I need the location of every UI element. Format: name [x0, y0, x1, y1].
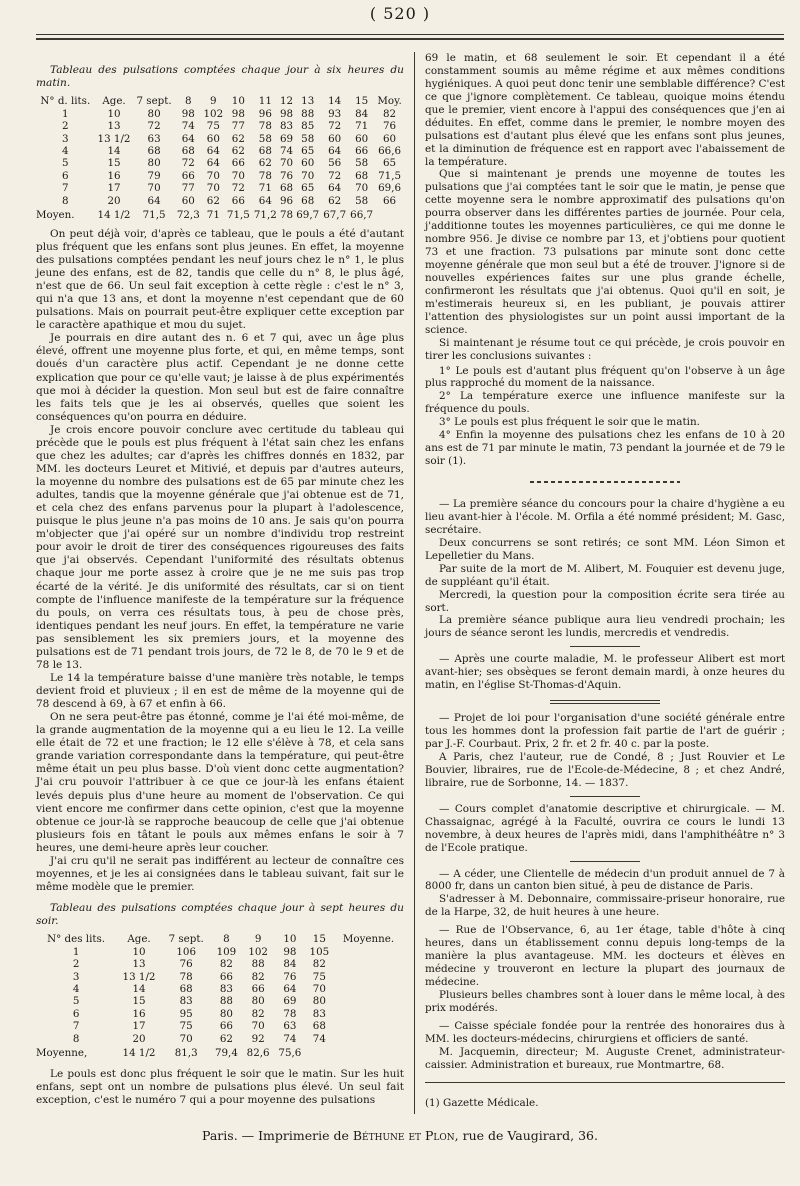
table2-cell: 8 [72, 1032, 80, 1045]
table2-header-cell: 10 [283, 933, 297, 946]
table2-cell: 1 [72, 945, 80, 958]
table1-cell: 68 [355, 169, 369, 182]
announcement [425, 803, 785, 855]
table1-average-empty [375, 207, 404, 221]
table1-cell: 80 [147, 107, 161, 120]
table2-header-cell: N° des lits. [47, 933, 106, 946]
footnote: (1) Gazette Médicale. [425, 1096, 539, 1109]
table1-cell: 13 [107, 120, 121, 133]
table1-header-cell: 13 [301, 95, 315, 108]
table1-cell: 79 [147, 169, 161, 182]
table2-cell: 16 [132, 1007, 146, 1020]
table2-header-cell: 15 [312, 933, 326, 946]
table1-cell: 4 [62, 145, 69, 157]
table1-cell: 66 [383, 194, 397, 207]
table1-cell: 83 [279, 120, 294, 133]
table2-row [36, 958, 404, 970]
table1-cell: 96 [279, 194, 294, 207]
table2-empty-cell [333, 971, 404, 983]
table1-average-cell: 67,7 [323, 209, 347, 222]
table1-cell: 58 [258, 132, 272, 145]
table1-cell: 70 [206, 182, 220, 195]
body-paragraph: Je pourrais en dire autant des n. 6 et 7 qui, avec un âge plus élevé, offrent une moyenne plus forte, et qui, en même temps, sont doués d'un caractère plus actif. Cependant je ne donne cette explication que pour ce qu'elle vaut; je laisse à de plus expérimentés que moi à décider la question. Mon seul but est de faire connaître les faits tels que je les ai observés, quelles que soient les conséquences qu'on pourra en déduire. [36, 332, 404, 423]
table1-cell: 60 [181, 194, 195, 207]
table1-header-row [36, 95, 404, 107]
table1-average-cell: 72,3 [176, 209, 200, 222]
table2-header-row [36, 933, 404, 945]
table2-cell: 62 [219, 1032, 233, 1045]
table2-cell: 84 [283, 958, 297, 971]
ornament-rule [530, 478, 680, 486]
table2-cell: 109 [216, 945, 237, 958]
table1-cell: 64 [147, 194, 161, 207]
table2-cell: 95 [179, 1007, 193, 1020]
table2-average-cell: 81,3 [174, 1047, 198, 1060]
table2-average-label: Moyenne, [36, 1047, 88, 1060]
table1-cell: 1 [62, 107, 69, 120]
announcement-paragraph: — A céder, une Clientelle de médecin d'un produit annuel de 7 à 8000 fr, dans un canton bien situé, à peu de distance de Paris. [425, 867, 785, 893]
table2-average-cell: 75,6 [278, 1047, 302, 1060]
table2-average-age: 14 1/2 [122, 1047, 156, 1060]
table1-cell: 64 [181, 132, 195, 145]
table2-cell: 7 [72, 1020, 80, 1033]
table1-cell: 68 [279, 182, 294, 195]
table2-cell: 17 [132, 1020, 146, 1033]
table1-cell: 62 [231, 145, 245, 157]
table2-cell: 10 [132, 945, 146, 958]
table1-cell: 82 [383, 107, 397, 120]
table1-cell: 60 [383, 132, 397, 145]
table1-header-cell: Age. [102, 95, 126, 108]
table2-row [36, 946, 404, 958]
table2-cell: 105 [309, 945, 330, 958]
table2-empty-cell [333, 1033, 404, 1045]
table1-cell: 98 [231, 107, 245, 120]
body-paragraph: Je crois encore pouvoir conclure avec certitude du tableau qui précède que le pouls est plus fréquent à l'état sain chez les enfans que chez les adultes; car d'après les chiffres donnés en 1832, par MM. les docteurs Leuret et Mitivié, et depuis par d'autres auteurs, la moyenne du nombre des pulsations est de 65 par minute chez les adultes, tandis que la moyenne générale que j'ai obtenue est de 71, et cela chez des enfans parvenus pour la plupart à l'adolescence, puisque le plus jeune n'a pas moins de 10 ans. Je sais qu'on pourra m'objecter que j'ai opéré sur un nombre d'individu trop restreint pour avoir le droit de tirer des conséquences rigoureuses des faits que j'ai observés. Cependant l'uniformité des résultats obtenus chaque jour me porte assez à croire que je ne me suis pas trop écarté de la vérité. Je dis uniformité des résultats, car si on tient compte de l'influence manifeste de la température sur la fréquence du pouls, on verra ces résultats tous, à peu de chose près, identiques pendant les neuf jours. En effet, la température ne varie pas sensiblement les six premiers jours, et la moyenne des pulsations est de 71 pendant trois jours, de 72 le 8, de 70 le 9 et de 78 le 13. [36, 423, 404, 671]
table2-cell: 74 [312, 1032, 326, 1045]
top-rule-thick [36, 38, 784, 40]
table2-cell: 64 [283, 983, 297, 995]
table2-cell: 4 [72, 983, 80, 995]
table2-cell: 63 [283, 1020, 297, 1033]
table2-cell: 2 [72, 958, 80, 971]
table1-cell: 69 [279, 132, 294, 145]
announcement [425, 924, 785, 1015]
table1-cell: 70 [355, 182, 369, 195]
table1-cell: 60 [328, 132, 342, 145]
table1-cell: 98 [181, 107, 195, 120]
announcement [425, 498, 785, 640]
table1-cell: 70 [147, 182, 161, 195]
table1-cell: 14 [107, 145, 121, 157]
table1-cell: 70 [231, 169, 245, 182]
table2-cell: 106 [176, 945, 196, 958]
table2-cell: 83 [179, 995, 193, 1008]
body-paragraph: Si maintenant je résume tout ce qui précède, je crois pouvoir en tirer les conclusions suivantes : [425, 336, 785, 362]
table1-cell: 7 [62, 182, 69, 195]
table2-average-cell [306, 1045, 333, 1059]
table1-cell: 84 [355, 107, 369, 120]
table1-cell: 68 [147, 145, 161, 157]
table1-cell: 13 1/2 [97, 132, 131, 145]
announcement-paragraph: Plusieurs belles chambres sont à louer dans le même local, à des prix modérés. [425, 988, 785, 1014]
announcement-paragraph: — Cours complet d'anatomie descriptive et chirurgicale. — M. Chassaignac, agrégé à la Faculté, ouvrira ce cours le lundi 13 novembre, à deux heures de l'après midi, dans l'amphithéâtre n° 3 de l'Ecole pratique. [425, 802, 785, 854]
announcement-paragraph: — Après une courte maladie, M. le professeur Alibert est mort avant-hier; ses obsèques se feront demain mardi, à onze heures du matin, en l'église St-Thomas-d'Aquin. [425, 653, 785, 692]
table1-cell: 2 [62, 120, 69, 133]
table1-cell: 6 [62, 169, 69, 182]
table1-header-cell: 15 [355, 95, 369, 108]
conclusion-item: 2° La température exerce une influence manifeste sur la fréquence du pouls. [425, 390, 785, 416]
table1-average-cell: 71,5 [142, 209, 166, 222]
table1-cell: 15 [107, 157, 121, 170]
table1-cell: 66 [231, 157, 245, 170]
table1-cell: 60 [206, 132, 220, 145]
separator-rule [570, 796, 640, 797]
table1-average-cell: 78 [279, 209, 294, 222]
table1-cell: 62 [328, 194, 342, 207]
table2-cell: 98 [283, 945, 297, 958]
table2-cell: 82 [219, 958, 233, 971]
table1-cell: 96 [258, 107, 272, 120]
table1-average-cell: 69,7 [296, 209, 320, 222]
table2-cell: 75 [179, 1020, 193, 1033]
table1-cell: 70 [279, 157, 294, 170]
footnote-rule [425, 1082, 785, 1083]
double-separator-rule [550, 700, 660, 704]
announcement-paragraph: — Rue de l'Observance, 6, au 1er étage, table d'hôte à cinq heures, dans un établissement connu depuis long-temps de la manière la plus avantageuse. MM. les docteurs et élèves en médecine y trouveront en lecture la plupart des journaux de médecine. [425, 924, 785, 988]
body-paragraph: On peut déjà voir, d'après ce tableau, que le pouls a été d'autant plus fréquent que les enfans sont plus jeunes. En effet, la moyenne des pulsations comptées pendant les neuf jours chez le n° 1, le plus jeune des enfans, est de 82, tandis que celle du n° 8, le plus âgé, n'est que de 66. Un seul fait exception à cette règle : c'est le n° 3, qui n'a que 13 ans, et dont la moyenne n'est cependant que de 60 pulsations. Mais on pourrait peut-être expliquer cette exception par le caractère apathique et mou du sujet. [36, 227, 404, 332]
table1-average-cell: 66,7 [350, 209, 374, 222]
table2-cell: 13 [132, 958, 146, 971]
table2-average-row [36, 1045, 404, 1059]
announcement-paragraph: — Projet de loi pour l'organisation d'une société générale entre tous les hommes dont la profession fait partie de l'art de guérir ; par J.-F. Courbaut. Prix, 2 fr. et 2 fr. 40 c. par la poste. [425, 712, 785, 750]
table1-cell: 80 [147, 157, 161, 170]
table1-cell: 68 [301, 194, 315, 207]
table2-header-cell: Moyenne. [342, 933, 395, 946]
table1-cell: 66 [231, 194, 245, 207]
table2-average-empty [333, 1045, 404, 1059]
table2-header-cell: 9 [254, 933, 262, 946]
table2-cell: 78 [283, 1007, 297, 1020]
table2-cell: 82 [251, 970, 265, 983]
table2-cell: 14 [132, 983, 146, 995]
table1-row [36, 120, 404, 132]
table2-row [36, 995, 404, 1007]
announcement [425, 868, 785, 920]
table2-row [36, 983, 404, 995]
table1-header-cell: N° d. lits. [40, 95, 91, 108]
table2-header-cell: Age. [127, 933, 151, 946]
table1-cell: 58 [355, 157, 369, 170]
table2-cell: 70 [312, 983, 326, 995]
announcement-paragraph: A Paris, chez l'auteur, rue de Condé, 8 ; Just Rouvier et Le Bouvier, libraires, rue de l'Ecole-de-Médecine, 8 ; et chez André, libraire, rue de Sorbonne, 14. — 1837. [425, 750, 785, 789]
table1-cell: 60 [355, 132, 369, 145]
separator-rule [570, 646, 640, 647]
table1-caption: Tableau des pulsations comptées chaque jour à six heures du matin. [36, 64, 404, 90]
conclusions-list [425, 365, 785, 469]
table2-cell: 82 [312, 958, 326, 971]
body-paragraph: J'ai cru qu'il ne serait pas indifférent au lecteur de connaître ces moyennes, et je les ai consignées dans le tableau suivant, fait sur le même modèle que le premier. [36, 854, 404, 893]
announcement-paragraph: Mercredi, la question pour la composition écrite sera tirée au sort. [425, 588, 785, 614]
table1-cell: 98 [279, 107, 294, 120]
table1-cell: 69,6 [378, 182, 402, 195]
table1-cell: 16 [107, 169, 121, 182]
table1-cell: 3 [62, 132, 69, 145]
table2-cell: 76 [283, 970, 297, 983]
table2-cell: 75 [312, 970, 326, 983]
table1-cell: 78 [258, 169, 272, 182]
table2-cell: 5 [72, 995, 80, 1008]
right-column [425, 52, 785, 1110]
table2-header-cell: 8 [223, 933, 230, 946]
announcement-paragraph: — La première séance du concours pour la chaire d'hygiène a eu lieu avant-hier à l'école. M. Orfila a été nommé président; M. Gasc, secrétaire. [425, 498, 785, 536]
table1-cell: 65 [301, 182, 315, 195]
table1-cell: 63 [147, 132, 161, 145]
table2-empty-cell [333, 983, 404, 995]
table2-row [36, 971, 404, 983]
table1-cell: 5 [62, 157, 69, 170]
table1-cell: 70 [301, 169, 315, 182]
table2-cell: 76 [179, 958, 193, 971]
table1-cell: 65 [383, 157, 397, 170]
left-column [36, 64, 404, 1107]
table1-cell: 64 [258, 194, 272, 207]
table1-row [36, 195, 404, 207]
table1-cell: 71,5 [378, 169, 402, 182]
announcement-paragraph: Par suite de la mort de M. Alibert, M. Fouquier est devenu juge, de suppléant qu'il était. [425, 562, 785, 588]
table2-cell: 70 [179, 1032, 193, 1045]
table2-cell: 78 [179, 970, 193, 983]
table2-cell: 88 [219, 995, 233, 1008]
table2-cell: 66 [219, 1020, 233, 1033]
table2-cell: 92 [251, 1032, 265, 1045]
table2-caption: Tableau des pulsations comptées chaque jour à sept heures du soir. [36, 902, 404, 928]
table1-cell: 8 [62, 194, 69, 207]
table1-header-cell: 7 sept. [136, 95, 172, 108]
table2-cell: 66 [219, 970, 233, 983]
table1-average-cell: 71,5 [226, 209, 250, 222]
table1-cell: 64 [328, 145, 342, 157]
table1-cell: 74 [181, 120, 195, 133]
table1-row [36, 133, 404, 145]
table1-header-cell: 12 [279, 95, 294, 108]
table1-row [36, 170, 404, 182]
table1-cell: 58 [301, 132, 315, 145]
table2 [36, 933, 404, 1060]
column-divider [414, 52, 415, 1114]
table1-cell: 72 [328, 120, 342, 133]
table1-cell: 102 [203, 107, 224, 120]
table1-cell: 72 [231, 182, 245, 195]
table2-cell: 83 [312, 1007, 326, 1020]
announcement [425, 653, 785, 692]
announcement-paragraph: — Caisse spéciale fondée pour la rentrée des honoraires dus à MM. les docteurs-médecins, chirurgiens et officiers de santé. [425, 1019, 785, 1045]
table1-cell: 72 [181, 157, 195, 170]
table1-cell: 64 [206, 145, 220, 157]
table2-cell: 102 [248, 945, 268, 958]
table1-cell: 71 [258, 182, 272, 195]
table1-average-label: Moyen. [36, 209, 75, 222]
table1-cell: 64 [328, 182, 342, 195]
table1-cell: 56 [328, 157, 342, 170]
body-paragraph: On ne sera peut-être pas étonné, comme je l'ai été moi-même, de la grande augmentation de la moyenne qui a eu lieu le 12. La veille elle était de 72 et une fraction; le 12 elle s'élève à 78, et cela sans grande variation correspondante dans la température, qui peut-être même était un peu plus basse. D'où vient donc cette augmentation? J'ai cru pouvoir l'attribuer à ce que ce jour-là les enfans étaient levés depuis plus d'une heure au moment de l'observation. Ce qui vient encore me confirmer dans cette opinion, c'est que la moyenne obtenue ce jour-là se rapproche beaucoup de celle que j'ai obtenue plusieurs fois en tâtant le pouls aux mêmes enfans le soir à 7 heures, une demi-heure après leur coucher. [36, 711, 404, 854]
table1 [36, 95, 404, 222]
table1-header-cell: 8 [185, 95, 192, 108]
table1-cell: 88 [301, 107, 315, 120]
table1-cell: 62 [231, 132, 245, 145]
table2-row [36, 1033, 404, 1045]
separator-rule [570, 861, 640, 862]
table1-cell: 71 [355, 120, 369, 133]
table1-header-cell: 14 [328, 95, 342, 108]
table1-average-row [36, 207, 404, 221]
table2-cell: 80 [219, 1007, 233, 1020]
table1-cell: 76 [383, 120, 397, 133]
table2-cell: 68 [312, 1020, 326, 1033]
table2-cell: 20 [132, 1032, 146, 1045]
table2-cell: 83 [219, 983, 233, 995]
table1-cell: 78 [258, 120, 272, 133]
table1-cell: 66 [355, 145, 369, 157]
table1-cell: 77 [231, 120, 245, 133]
table1-cell: 62 [258, 157, 272, 170]
table2-cell: 66 [251, 983, 265, 995]
table2-row [36, 1020, 404, 1032]
table1-cell: 76 [279, 169, 294, 182]
table1-cell: 70 [206, 169, 220, 182]
table2-cell: 70 [251, 1020, 265, 1033]
table1-row [36, 108, 404, 120]
table2-empty-cell [333, 958, 404, 970]
announcement-paragraph: Deux concurrens se sont retirés; ce sont MM. Léon Simon et Lepelletier du Mans. [425, 536, 785, 562]
body-paragraph: 69 le matin, et 68 seulement le soir. Et cependant il a été constamment soumis au même régime et aux mêmes conditions hygiéniques. A quoi peut donc tenir une semblable différence? C'est ce que j'ignore complètement. Ce tableau, quoique moins étendu que le premier, vient encore à l'appui des conséquences que j'en ai déduites. En effet, comme dans le premier, le nombre moyen des pulsations est d'autant plus élevé que les enfans sont plus jeunes, et la diminution de fréquence est en rapport avec l'abaissement de la température. [425, 52, 785, 168]
table2-cell: 82 [251, 1007, 265, 1020]
table1-cell: 68 [258, 145, 272, 157]
conclusion-item: 3° Le pouls est plus fréquent le soir que le matin. [439, 416, 700, 429]
table2-empty-cell [333, 946, 404, 958]
conclusion-item: 1° Le pouls est d'autant plus fréquent qu'on l'observe à un âge plus rapproché du moment de la naissance. [425, 364, 785, 390]
table1-average-age: 14 1/2 [97, 209, 131, 222]
conclusion-item: 4° Enfin la moyenne des pulsations chez les enfans de 10 à 20 ans est de 71 par minute le matin, 73 pendant la journée et de 79 le soir (1). [425, 429, 785, 468]
announcement-paragraph: S'adresser à M. Debonnaire, commissaire-priseur honoraire, rue de la Harpe, 32, de huit heures à une heure. [425, 893, 785, 919]
table1-row [36, 157, 404, 169]
table1-average-cell: 71,2 [253, 209, 277, 222]
table1-cell: 10 [107, 107, 121, 120]
body-paragraph: Le 14 la température baisse d'une manière très notable, le temps devient froid et pluvieux ; il en est de même de la moyenne qui de 78 descend à 69, à 67 et enfin à 66. [36, 671, 404, 711]
table2-header-cell: 7 sept. [168, 933, 204, 946]
table2-cell: 74 [283, 1032, 297, 1045]
table2-cell: 88 [251, 958, 265, 971]
table1-header-cell: 10 [231, 95, 245, 108]
top-rule [36, 34, 784, 35]
table1-cell: 62 [206, 194, 220, 207]
table2-empty-cell [333, 1020, 404, 1032]
table1-cell: 60 [301, 157, 315, 170]
table2-cell: 80 [312, 995, 326, 1008]
table2-empty-cell [333, 995, 404, 1007]
table1-cell: 72 [328, 169, 342, 182]
body-paragraph: Le pouls est donc plus fréquent le soir que le matin. Sur les huit enfans, sept ont un nombre de pulsations plus élevé. Un seul fait exception, c'est le numéro 7 qui a pour moyenne des pulsations [36, 1067, 404, 1106]
table1-cell: 75 [206, 120, 220, 133]
table1-average-cell: 71 [206, 209, 220, 222]
table2-cell: 80 [251, 995, 265, 1008]
table2-cell: 69 [283, 995, 297, 1008]
page-number: ( 520 ) [369, 4, 431, 23]
table1-cell: 66 [181, 169, 195, 182]
table2-cell: 13 1/2 [122, 970, 156, 983]
table1-cell: 74 [279, 145, 294, 157]
announcements [425, 498, 785, 1072]
table2-cell: 6 [72, 1007, 80, 1020]
table2-average-cell: 79,4 [214, 1047, 238, 1060]
table2-cell: 3 [72, 970, 80, 983]
table2-average-cell: 82,6 [246, 1047, 270, 1060]
table1-cell: 68 [181, 145, 195, 157]
table1-header-cell: Moy. [377, 95, 402, 108]
table1-cell: 65 [301, 145, 315, 157]
table1-cell: 20 [107, 194, 121, 207]
announcement-paragraph: M. Jacquemin, directeur; M. Auguste Crenet, administrateur-caissier. Administration et bureaux, rue Montmartre, 68. [425, 1045, 785, 1071]
body-paragraph: Que si maintenant je prends une moyenne de toutes les pulsations que j'ai comptées tant le soir que le matin, je pense que cette moyenne sera le nombre approximatif des pulsations qu'on pourra observer dans les différentes parties de journée. Pour cela, j'additionne toutes les moyennes particulières, ce qui me donne le nombre 956. Je divise ce nombre par 13, et j'obtiens pour quotient 73 et une fraction. 73 pulsations par minute sont donc cette moyenne générale que mon seul but a été de trouver. J'ignore si de nouvelles expériences faites sur une plus grande échelle, confirmeront les résultats que j'ai obtenus. Quoi qu'il en soit, je m'estimerais heureux si, en les publiant, je pouvais attirer l'attention des physiologistes sur un point aussi important de la science. [425, 168, 785, 336]
table1-row [36, 182, 404, 194]
table1-cell: 17 [107, 182, 121, 195]
table1-row [36, 145, 404, 157]
table2-row [36, 1008, 404, 1020]
printer-imprint: Paris. — Imprimerie de Béthune et Plon, rue de Vaugirard, 36. [202, 1128, 598, 1143]
table2-empty-cell [333, 1008, 404, 1020]
announcement [425, 1020, 785, 1072]
table1-cell: 64 [206, 157, 220, 170]
table1-cell: 93 [328, 107, 342, 120]
table1-cell: 58 [355, 194, 369, 207]
announcement-paragraph: La première séance publique aura lieu vendredi prochain; les jours de séance seront les lundis, mercredis et vendredis. [425, 614, 785, 640]
table1-cell: 85 [301, 120, 315, 133]
announcement [425, 712, 785, 790]
table2-cell: 15 [132, 995, 146, 1008]
table1-cell: 66,6 [378, 145, 402, 157]
table2-cell: 68 [179, 983, 193, 995]
table1-header-cell: 11 [258, 95, 272, 108]
table1-cell: 72 [147, 120, 161, 133]
table1-header-cell: 9 [210, 95, 217, 108]
table1-cell: 77 [181, 182, 195, 195]
